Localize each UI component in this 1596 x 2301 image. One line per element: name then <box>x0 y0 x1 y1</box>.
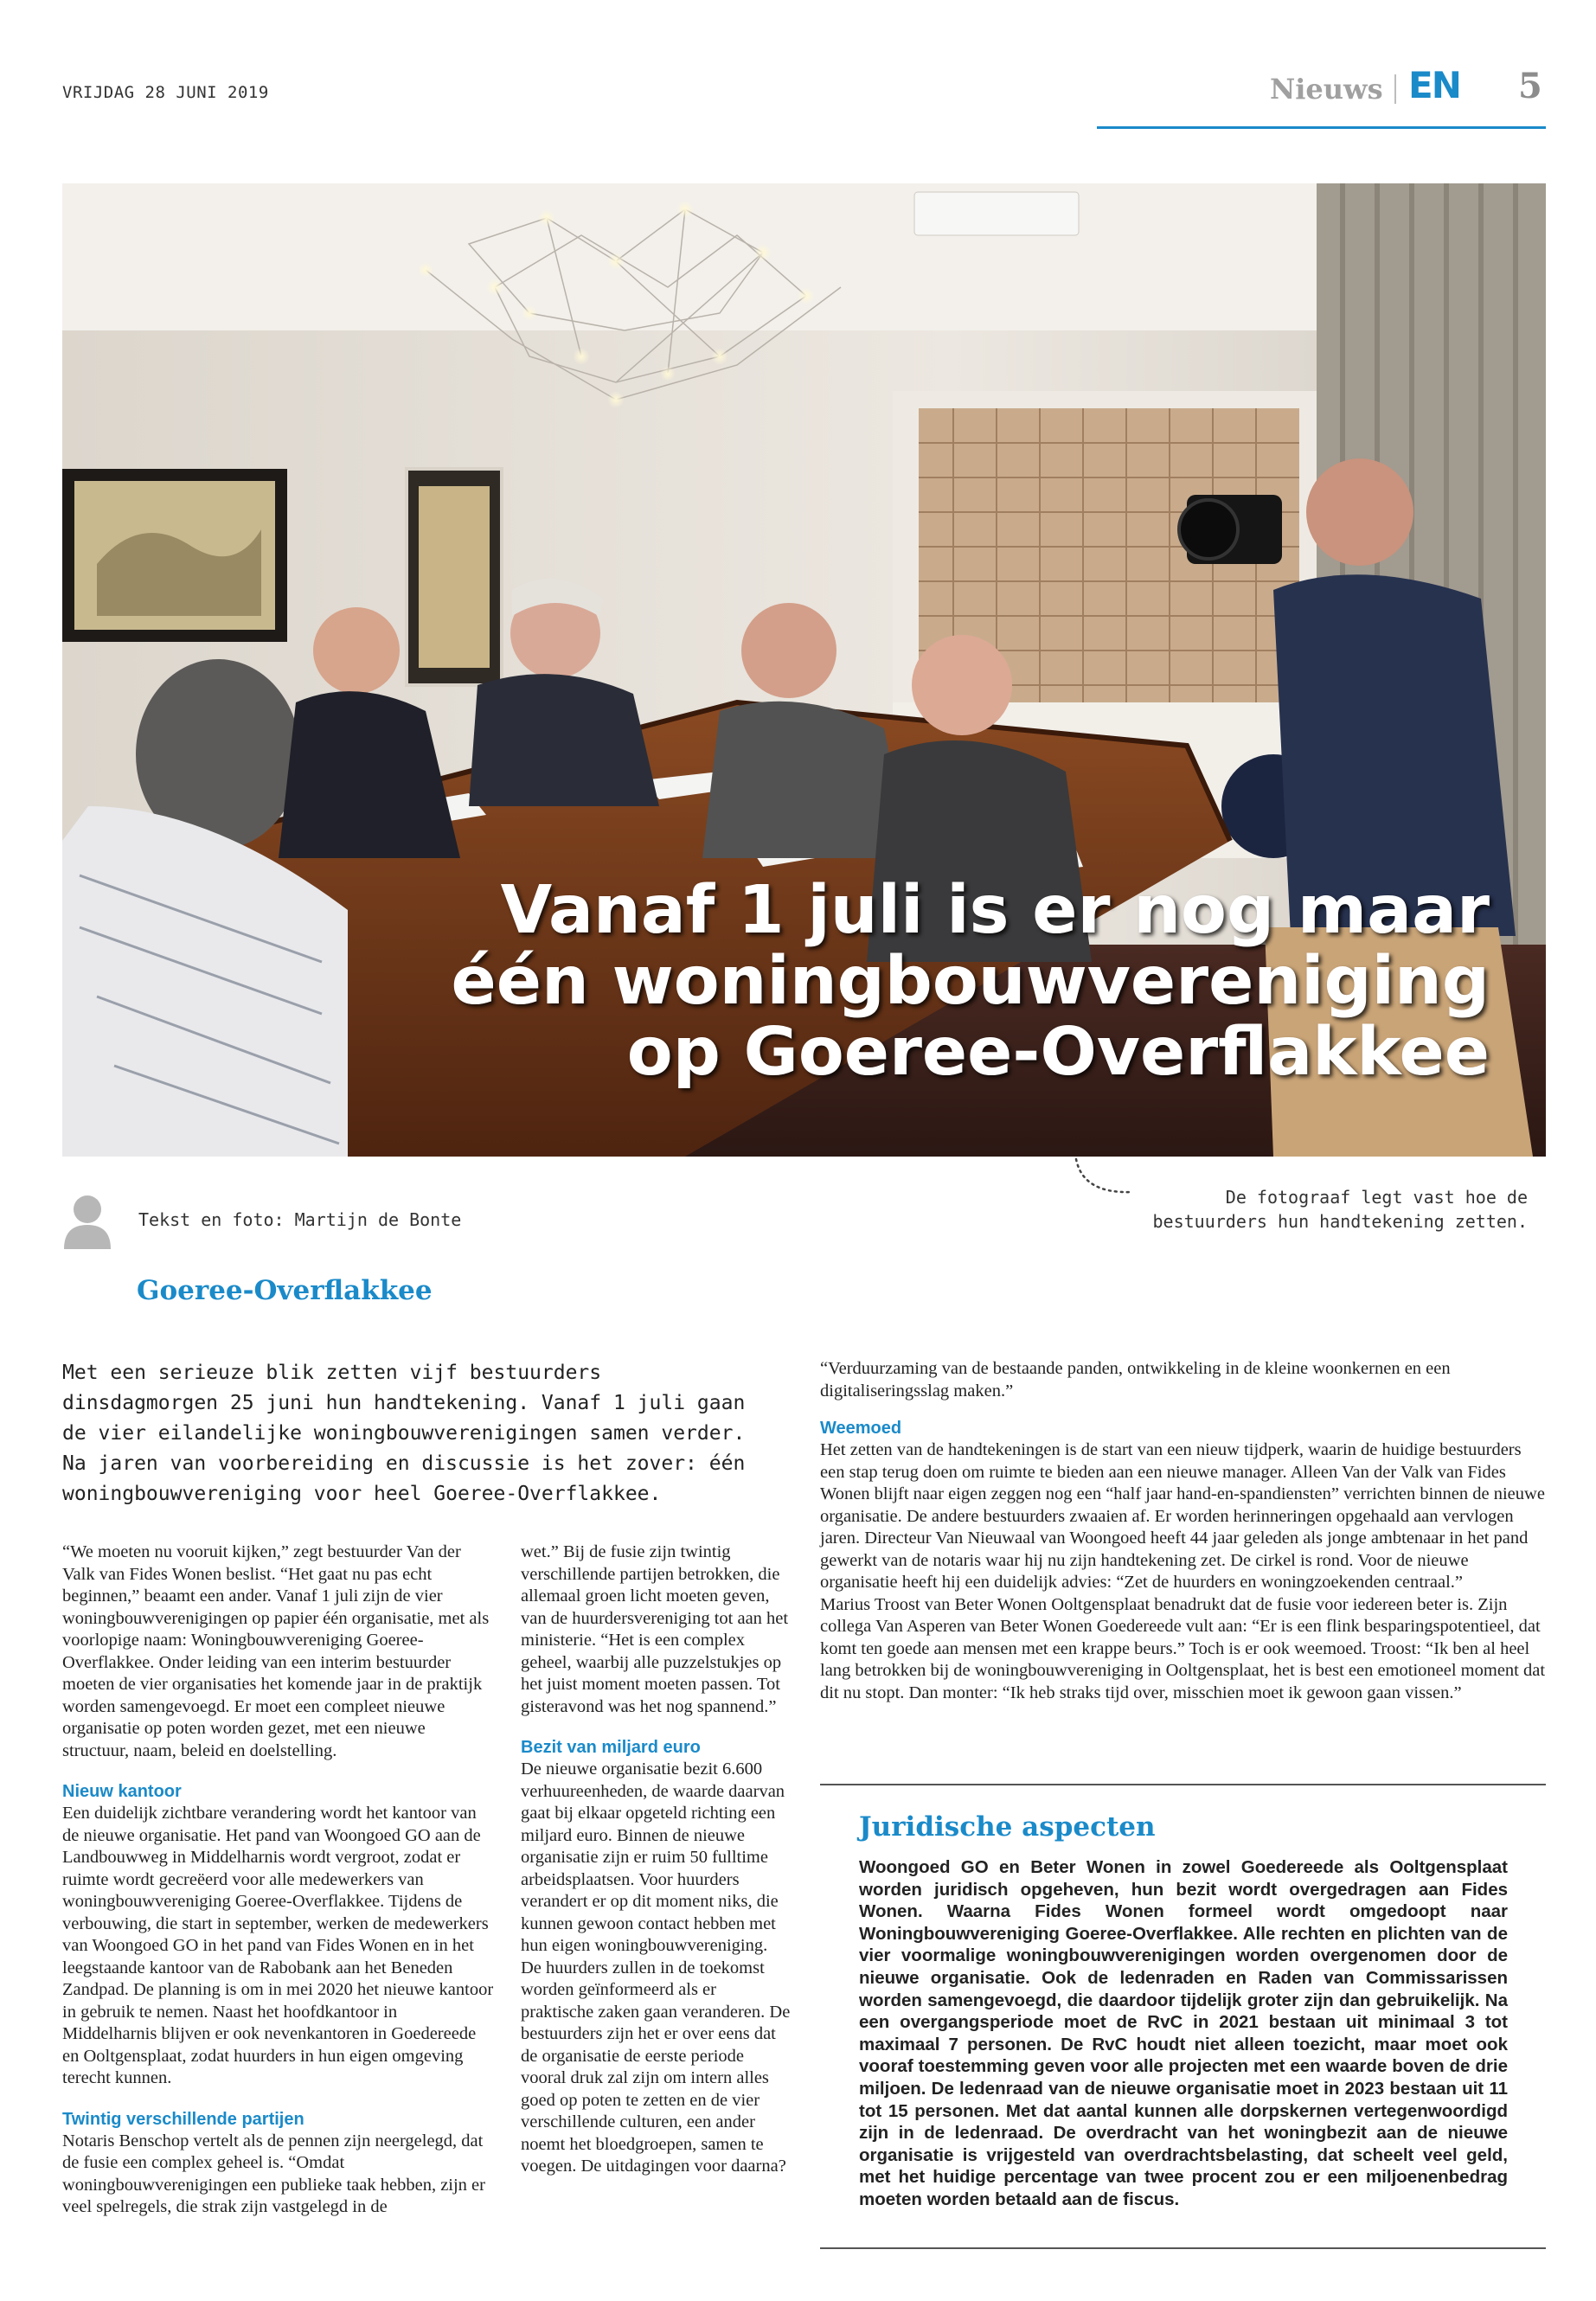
subheading-weemoed: Weemoed <box>820 1419 902 1438</box>
article-column-2 <box>521 1541 791 2178</box>
issue-date: VRIJDAG 28 JUNI 2019 <box>62 83 269 102</box>
subheading-bezit: Bezit van miljard euro <box>521 1738 701 1757</box>
header-divider <box>1394 74 1396 104</box>
sidebar-body: Woongoed GO en Beter Wonen in zowel Goedereede als Ooltgensplaat worden juridisch opgeheven, hun bezit wordt overgedragen aan Fides Wonen. Waarna Fides Wonen formeel wordt omgedoopt naar Woningbouwvereniging Goeree-Overflakkee. Alle rechten en plichten van de vier voormalige woningbouwverenigingen worden overgenomen door de nieuwe organisatie. Ook de ledenraden en Raden van Commissarissen worden samengevoegd, die daardoor tijdelijk groter zijn dan gebruikelijk. Na een overgangsperiode moet de RvC in 2021 bestaan uit minimaal 3 tot maximaal 7 personen. De RvC houdt niet alleen toezicht, maar moet ook vooraf toestemming geven voor alle projecten met een waarde boven de drie miljoen. De ledenraad van de nieuwe organisatie moet in 2023 bestaan uit 11 tot 15 personen. Met dat aantal kunnen alle dorpskernen vertegenwoordigd zijn in de ledenraad. De overdracht van het woningbezit aan de nieuwe organisatie is vrijgesteld van overdrachtsbelasting, dat scheelt veel geld, met het huidige percentage van twee procent zou er een miljoenenbedrag moeten worden betaald aan de fiscus. <box>859 1857 1508 2209</box>
page-number: 5 <box>1518 66 1542 106</box>
paragraph: Marius Troost van Beter Wonen Ooltgensplaat benadrukt dat de fusie voor iedereen beter is. Zijn collega Van Asperen van Beter Wonen Goedereede vult aan: “Er is een flink besparingspotentieel, dat komt ten goede aan mensen met een krappe beurs.” Toch is er ook weemoed. Troost: “Ik ben al heel lang betrokken bij de woningbouwvereniging in Ooltgensplaat, het is best een emotioneel moment dat dit nu stopt. Dan monter: “Ik heb straks tijd over, misschien moet ik gewoon gaan vissen.” <box>820 1594 1546 1702</box>
article-column-1 <box>62 1541 495 2219</box>
subheading-nieuw-kantoor: Nieuw kantoor <box>62 1782 182 1801</box>
paragraph: Het zetten van de handtekeningen is de start van een nieuw tijdperk, waarin de huidige bestuurders een stap terug doen om ruimte te bieden aan een nieuwe manager. Alleen Van der Valk van Fides Wonen blijft naar eigen zeggen nog een “half jaar hand-en-spandiensten” verrichten binnen de nieuwe organisatie. De andere bestuurders zwaaien af. Er worden herinneringen opgehaald aan vervlogen jaren. Directeur Van Nieuwaal van Woongoed heeft 44 jaar geleden als jonge ambtenaar in het pand gewerkt van de notaris waar hij nu zijn handtekening zet. De cirkel is rond. Voor de nieuwe organisatie heeft hij een duidelijk advies: “Zet de huurders en woningzoekenden centraal.” <box>820 1440 1545 1592</box>
person-icon <box>62 1192 112 1249</box>
sidebar-rule-bottom <box>820 2247 1546 2249</box>
dateline-location: Goeree-Overflakkee <box>137 1275 433 1306</box>
subheading-twintig-partijen: Twintig verschillende partijen <box>62 2109 304 2129</box>
paragraph: Een duidelijk zichtbare verandering wordt het kantoor van de nieuwe organisatie. Het pand van Woongoed GO aan de Landbouwweg in Middelharnis wordt vergroot, zodat er ruimte wordt gecreëerd voor alle medewerkers van woningbouwvereniging Goeree-Overflakkee. Tijdens de verbouwing, die start in september, werken de medewerkers van Woongoed GO in het pand van Fides Wonen en in het leegstaande kantoor van de Rabobank aan het Beneden Zandpad. De planning is om in mei 2020 het nieuwe kantoor in gebruik te nemen. Naast het hoofdkantoor in Middelharnis blijven er ook nevenkantoren in Goedereede en Ooltgensplaat, zodat huurders in hun eigen omgeving terecht kunnen. <box>62 1804 494 2087</box>
article-column-3 <box>820 1358 1546 1704</box>
sidebar-title: Juridische aspecten <box>859 1811 1156 1843</box>
paragraph: Notaris Benschop vertelt als de pennen zijn neergelegd, dat de fusie een complex geheel is. “Omdat woningbouwverenigingen een publieke taak hebben, zijn er veel spelregels, die strak zijn vastgelegd in de <box>62 2131 485 2216</box>
byline: Tekst en foto: Martijn de Bonte <box>138 1209 462 1230</box>
header-rule <box>1097 126 1546 129</box>
article-intro: Met een serieuze blik zetten vijf bestuurders dinsdagmorgen 25 juni hun handtekening. Vanaf 1 juli gaan de vier eilandelijke woningbouwverenigingen samen verder. Na jaren van voorbereiding en discussie is het zover: één woningbouwvereniging voor heel Goeree-Overflakkee. <box>62 1362 746 1505</box>
newspaper-logo: EN <box>1408 64 1460 106</box>
paragraph: “Verduurzaming van de bestaande panden, ontwikkeling in de kleine woonkernen en een digitaliseringsslag maken.” <box>820 1359 1451 1400</box>
paragraph: De nieuwe organisatie bezit 6.600 verhuureenheden, de waarde daarvan gaat bij elkaar opgeteld richting een miljard euro. Binnen de nieuwe organisatie zijn er ruim 50 fulltime arbeidsplaatsen. Voor huurders verandert er op dit moment niks, die kunnen gewoon contact hebben met hun eigen woningbouwvereniging. De huurders zullen in de toekomst worden geïnformeerd als er praktische zaken gaan veranderen. De bestuurders zijn het er over eens dat de organisatie de eerste periode vooral druk zal zijn om intern alles goed op poten te zetten en de vier verschillende culturen, een ander noemt het bloedgroepen, samen te voegen. De uitdagingen voor daarna? <box>521 1759 791 2176</box>
hero-photo <box>62 183 1546 1157</box>
paragraph: “We moeten nu vooruit kijken,” zegt bestuurder Van der Valk van Fides Wonen beslist. “Het gaat nu pas echt beginnen,” beaamt een ander. Vanaf 1 juli zijn de vier woningbouwverenigingen op papier één organisatie, met als voorlopige naam: Woningbouwvereniging Goeree-Overflakkee. Onder leiding van een interim bestuurder moeten de vier organisaties het komende jaar in de praktijk worden samengevoegd. Er moet een compleet nieuwe organisatie op poten worden gezet, met een nieuwe structuur, naam, beleid en doelstelling. <box>62 1542 490 1760</box>
section-label: Nieuws <box>1270 73 1383 106</box>
sidebar-rule-top <box>820 1784 1546 1785</box>
headline: Vanaf 1 juli is er nog maar één woningbouwvereniging op Goeree-Overflakkee <box>451 872 1490 1091</box>
paragraph: wet.” Bij de fusie zijn twintig verschillende partijen betrokken, die allemaal groen licht moeten geven, van de huurdersvereniging tot aan het ministerie. “Het is een complex geheel, waarbij alle puzzelstukjes op het juist moment moeten passen. Tot gisteravond was het nog spannend.” <box>521 1542 789 1716</box>
photo-caption: De fotograaf legt vast hoe de bestuurders hun handtekening zetten. <box>1152 1187 1528 1232</box>
